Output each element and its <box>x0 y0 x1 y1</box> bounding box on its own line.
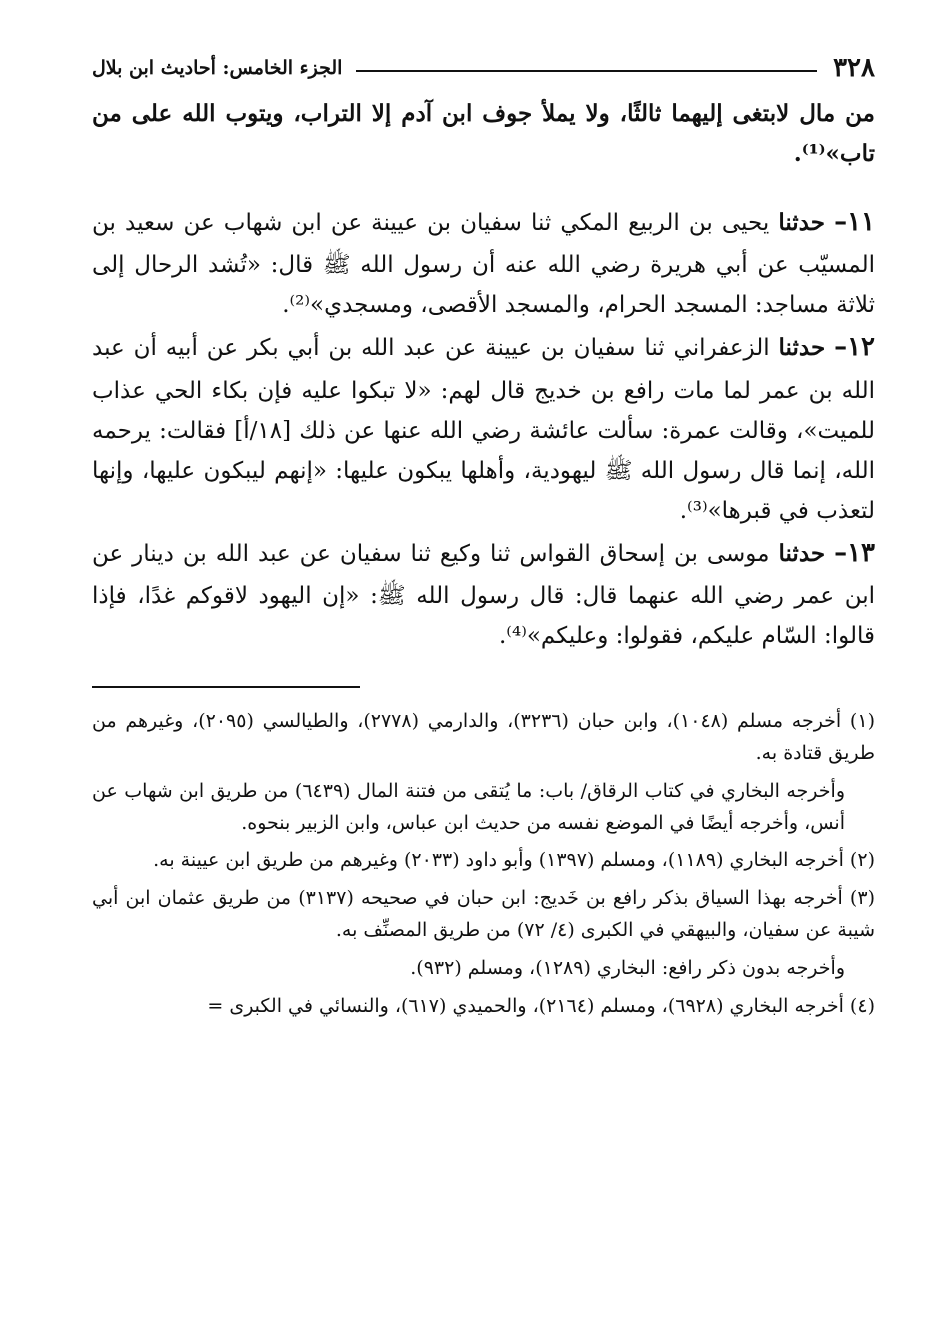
footnote-separator <box>92 686 360 688</box>
continuation-paragraph: من مال لابتغى إليهما ثالثًا، ولا يملأ جوف ابن آدم إلا التراب، ويتوب الله على من تاب»⁽¹⁾. <box>92 100 875 168</box>
page-header <box>92 48 875 88</box>
hadith-head: حدثنا <box>778 334 826 362</box>
footnote-4: (٤) أخرجه البخاري (٦٩٢٨)، ومسلم (٢١٦٤)، والحميدي (٦١٧)، والنسائي في الكبرى = <box>207 995 875 1018</box>
hadith-number: ١٣ <box>847 537 875 568</box>
hadith-12 <box>92 325 875 530</box>
hadith-dash: – <box>834 332 848 363</box>
main-text <box>92 94 875 656</box>
hadith-11 <box>92 200 875 325</box>
hadith-text: موسى بن إسحاق القواس ثنا وكيع ثنا سفيان عن عبد الله بن دينار عن ابن عمر رضي الله عنهما قال: قال رسول الله ﷺ: «إن اليهود لاقوكم غدًا، فإذا قالوا: السّام عليكم، فقولوا: وعليكم»⁽⁴⁾. <box>92 540 875 649</box>
hadith-dash: – <box>834 537 848 568</box>
footnotes <box>92 706 875 1023</box>
footnote-1: (١) أخرجه مسلم (١٠٤٨)، وابن حبان (٣٢٣٦)، والدارمي (٢٧٧٨)، والطيالسي (٢٠٩٥)، وغيرهم من طريق قتادة به. <box>92 709 875 764</box>
footnote-3-continued: وأخرجه بدون ذكر رافع: البخاري (١٢٨٩)، ومسلم (٩٣٢). <box>410 957 845 980</box>
header-rule <box>356 70 817 72</box>
footnote-3: (٣) أخرجه بهذا السياق بذكر رافع بن خَديج: ابن حبان في صحيحه (٣١٣٧) من طريق عثمان ابن أبي شيبة عن سفيان، والبيهقي في الكبرى (٤/ ٧٢) من طريق المصنِّف به. <box>92 887 875 942</box>
footnote-2: (٢) أخرجه البخاري (١١٨٩)، ومسلم (١٣٩٧) وأبو داود (٢٠٣٣) وغيرهم من طريق ابن عيينة به. <box>153 849 875 872</box>
hadith-text: الزعفراني ثنا سفيان بن عيينة عن عبد الله بن أبي بكر عن أبيه أن عبد الله بن عمر لما مات رافع بن خديج قال لهم: «لا تبكوا عليه فإن بكاء الحي عذاب للميت»، وقالت عمرة: سألت عائشة رضي الله عنها عن ذلك [١٨/أ] فقالت: يرحمه الله، إنما قال رسول الله ﷺ ليهودية، وأهلها يبكون عليها: «إنهم ليبكون عليها، وإنها لتعذب في قبرها»⁽³⁾. <box>92 335 875 524</box>
hadith-number: ١٢ <box>847 332 876 363</box>
page-number: ٣٢٨ <box>833 53 875 83</box>
running-title: الجزء الخامس: أحاديث ابن بلال <box>92 57 343 79</box>
hadith-dash: – <box>834 207 848 238</box>
hadith-head: حدثنا <box>778 539 826 567</box>
footnote-1-continued: وأخرجه البخاري في كتاب الرقاق/ باب: ما يُتقى من فتنة المال (٦٤٣٩) من طريق ابن شهاب عن أنس، وأخرجه أيضًا في الموضع نفسه من حديث ابن عباس، وابن الزبير بنحوه. <box>92 779 845 834</box>
hadith-13 <box>92 531 875 656</box>
hadith-text: يحيى بن الربيع المكي ثنا سفيان بن عيينة عن ابن شهاب عن سعيد بن المسيّب عن أبي هريرة رضي الله عنه أن رسول الله ﷺ قال: «تُشد الرحال إلى ثلاثة مساجد: المسجد الحرام، والمسجد الأقصى، ومسجدي»⁽²⁾. <box>92 210 875 319</box>
hadith-number: ١١ <box>847 207 875 238</box>
hadith-head: حدثنا <box>778 209 825 237</box>
